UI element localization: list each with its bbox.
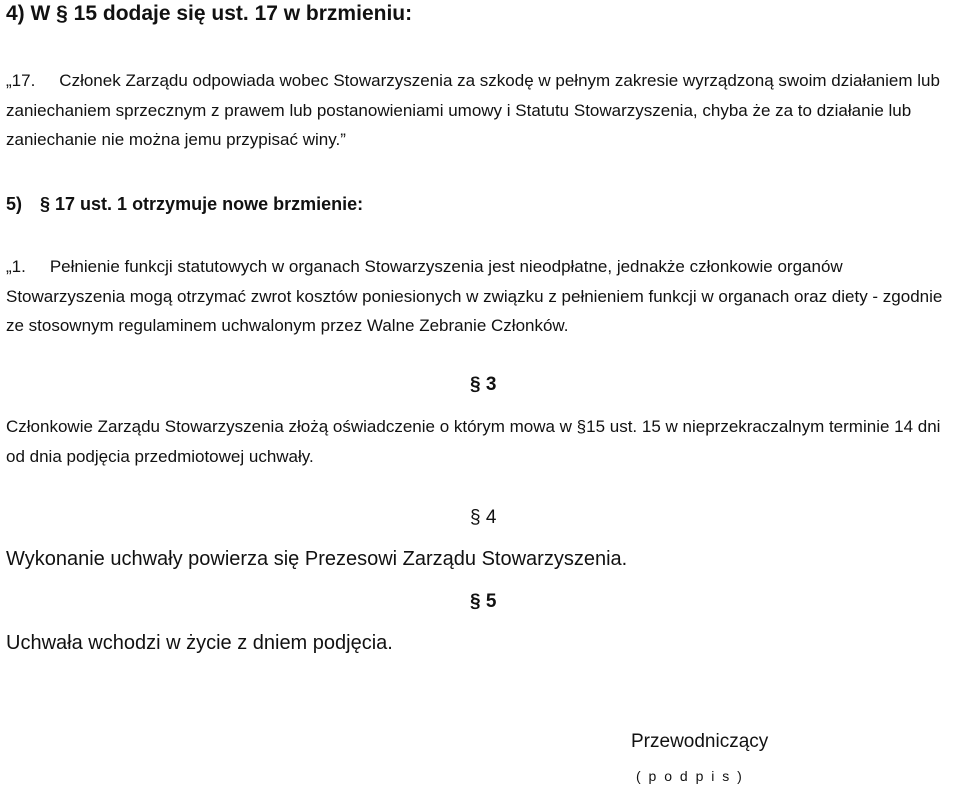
section-5-heading: § 5 [470,591,497,612]
signature-label: ( p o d p i s ) [636,768,744,784]
point-5-heading-text: § 17 ust. 1 otrzymuje nowe brzmienie: [40,194,364,214]
paragraph-ust-1-lead: „1. [6,257,26,276]
section-3-text: Członkowie Zarządu Stowarzyszenia złożą oświadczenie o którym mowa w §15 ust. 15 w nieprzekraczalnym terminie 14 dni od dnia podjęcia przedmiotowej uchwały. [6,417,941,466]
paragraph-ust-1-text: Pełnienie funkcji statutowych w organach Stowarzyszenia jest nieodpłatne, jednakże członkowie organów Stowarzyszenia mogą otrzymać zwrot kosztów poniesionych w związku z pełnieniem funkcji w organach oraz diety - zgodnie ze stosownym regulaminem uchwalonym przez Walne Zebranie Członków. [6,257,943,335]
paragraph-ust-17-close-quote: ” [340,130,346,149]
paragraph-ust-17-lead: „17. [6,71,36,90]
paragraph-ust-1 [6,252,956,341]
section-3-heading: § 3 [470,374,497,395]
section-4-heading: § 4 [470,507,497,528]
point-4-heading: 4) W § 15 dodaje się ust. 17 w brzmieniu: [6,2,413,25]
paragraph-ust-17 [6,66,956,155]
signature-title: Przewodniczący [631,731,769,752]
section-5-text: Uchwała wchodzi w życie z dniem podjęcia. [6,632,393,654]
point-5-number: 5) [6,194,23,214]
paragraph-ust-17-text: Członek Zarządu odpowiada wobec Stowarzyszenia za szkodę w pełnym zakresie wyrządzoną swoim działaniem lub zaniechaniem sprzecznym z prawem lub postanowieniami umowy i Statutu Stowarzyszenia, chyba że za to działanie lub zaniechanie nie można jemu przypisać winy. [6,71,940,149]
section-4-text: Wykonanie uchwały powierza się Prezesowi Zarządu Stowarzyszenia. [6,548,628,570]
point-5-heading [6,190,363,218]
